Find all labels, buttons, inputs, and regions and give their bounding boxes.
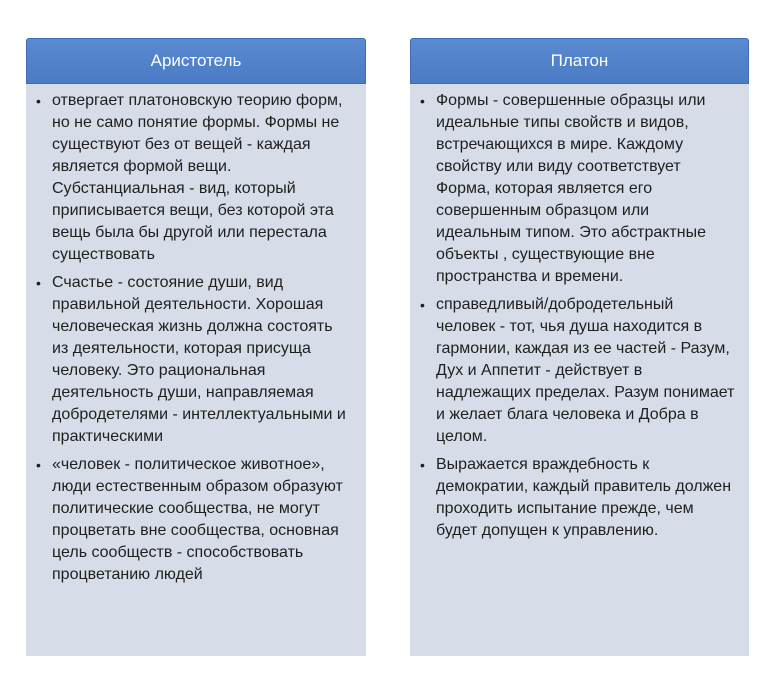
list-item: • Формы - совершенные образцы или идеальные типы свойств и видов, встречающихся в мире. Каждому свойству или виду соответствует Форма, которая является его совершенным образцом или идеальным типом. Это абстрактные объекты , существующие вне пространства и времени. [420,92,706,285]
plato-column [410,38,749,656]
bullet-icon: • [36,275,41,291]
aristotle-body [26,84,366,656]
plato-header [410,38,749,84]
list-item: • Счастье - состояние души, вид правильной деятельности. Хорошая человеческая жизнь должна состоять из деятельности, которая присуща человеку. Это рациональная деятельность души, направляемая добродетелями - интеллектуальными и практическими [36,274,346,445]
list-item: • Выражается враждебность к демократии, каждый правитель должен проходить испытание прежде, чем будет допущен к управлению. [420,456,732,539]
plato-list [418,90,735,542]
list-item: • «человек - политическое животное», люди естественным образом образуют политические сообщества, не могут процветать вне сообщества, основная цель сообществ - способствовать процветанию людей [36,456,343,583]
bullet-icon: • [36,457,41,473]
aristotle-header [26,38,366,84]
list-item: • справедливый/добродетельный человек - тот, чья душа находится в гармонии, каждая из ее частей - Разум, Дух и Аппетит - действует в надлежащих пределах. Разум понимает и желает блага человека и Добра в целом. [420,296,735,445]
aristotle-list [34,90,352,586]
list-item: • отвергает платоновскую теорию форм, но не само понятие формы. Формы не существуют без от вещей - каждая является формой вещи. Субстанциальная - вид, который приписывается вещи, без которой эта вещь была бы другой или перестала существовать [36,92,343,263]
bullet-icon: • [36,93,41,109]
aristotle-title: Аристотель [150,51,242,70]
plato-body [410,84,749,656]
bullet-icon: • [420,93,425,109]
bullet-icon: • [420,297,425,313]
plato-title: Платон [550,51,609,70]
bullet-icon: • [420,457,425,473]
aristotle-column [26,38,366,656]
